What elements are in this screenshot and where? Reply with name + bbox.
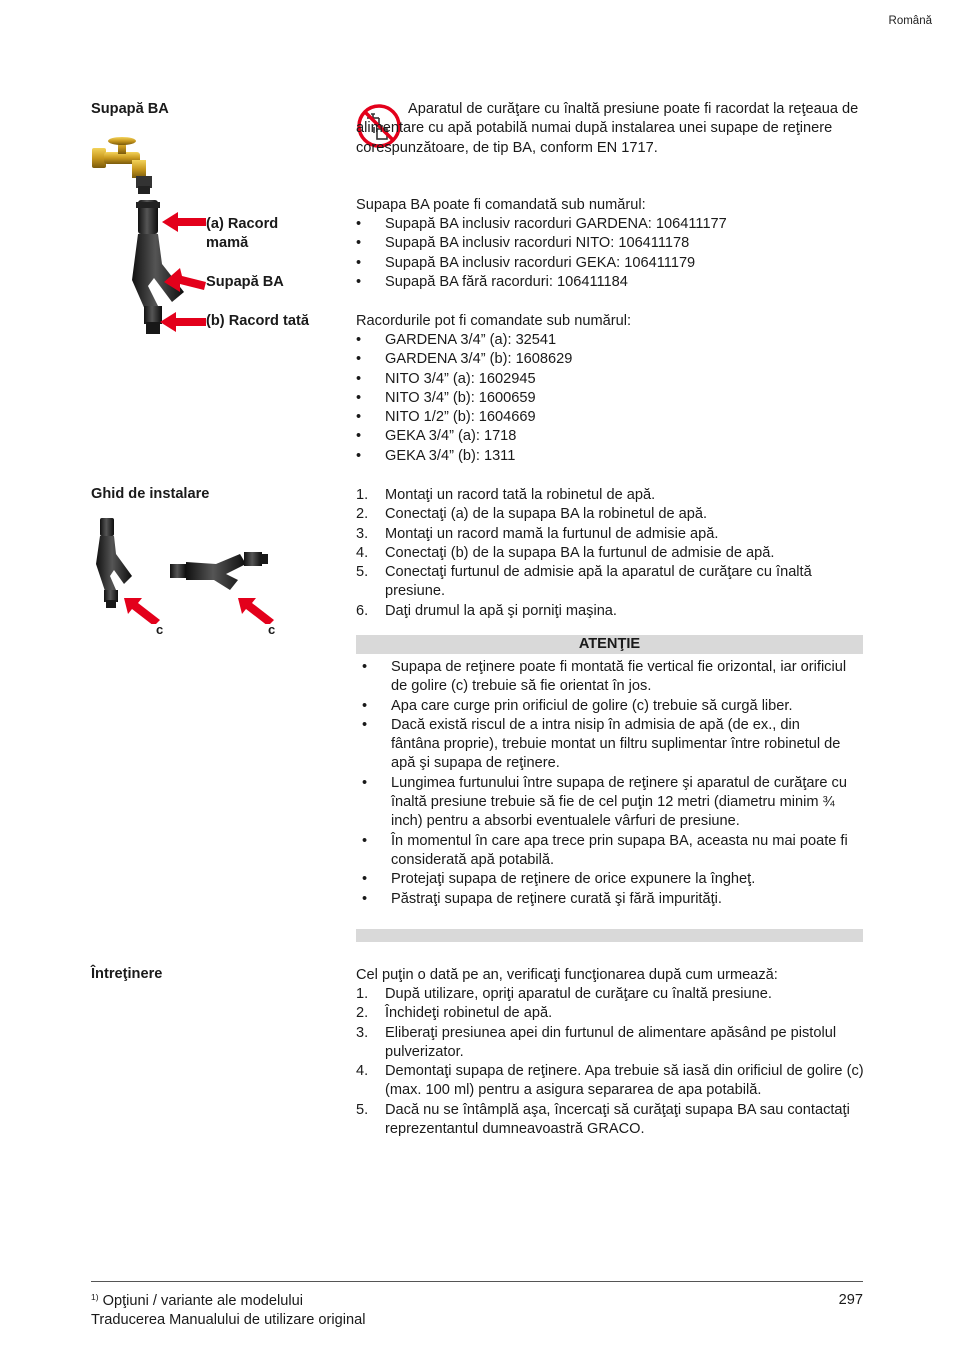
list-item: 6. Daţi drumul la apă şi porniţi maşina.: [356, 602, 617, 619]
label-female-fitting: (a) Racord mamă: [206, 216, 279, 251]
list-item: 3. Eliberaţi presiunea apei din furtunul de alimentare apăsând pe pistolul pulverizator.: [356, 1024, 837, 1060]
list-item: 5. Conectaţi furtunul de admisie apă la aparatul de curăţare cu înaltă presiune.: [356, 564, 812, 600]
label-drain-c-left: c: [156, 622, 164, 637]
maintenance-intro: Cel puţin o dată pe an, verificaţi funcţionarea după cum urmează:: [356, 967, 778, 983]
attention-list: [362, 658, 852, 909]
list-item: 5. Dacă nu se întâmplă aşa, încercaţi să curăţaţi supapa BA sau contactaţi reprezentantul dumneavoastră GRACO.: [356, 1101, 850, 1138]
list-item: • NITO 1/2” (b): 1604669: [356, 409, 536, 426]
list-item: • NITO 3/4” (a): 1602945: [356, 370, 536, 387]
maintenance-steps: [356, 985, 864, 1139]
list-item: 1. După utilizare, opriţi aparatul de curăţare cu înaltă presiune.: [356, 986, 772, 1002]
list-item: • GEKA 3/4” (b): 1311: [356, 447, 516, 464]
label-drain-c-right: c: [268, 622, 276, 637]
footer-translation: Traducerea Manualului de utilizare original: [91, 1312, 366, 1328]
language-label: Română: [888, 15, 932, 27]
list-item: • Protejaţi supapa de reţinere de orice expunere la îngheţ.: [362, 871, 756, 888]
list-item: • GARDENA 3/4” (a): 32541: [356, 332, 557, 348]
footer-note: [91, 1292, 303, 1309]
list-item: • Apa care curge prin orificiul de golire (c) trebuie să curgă liber.: [362, 697, 793, 714]
list-item: 2. Închideţi robinetul de apă.: [356, 1005, 553, 1022]
list-item: • NITO 3/4” (b): 1600659: [356, 389, 536, 406]
ba-valve-intro: Aparatul de curăţare cu înaltă presiune poate fi racordat la reţeaua de alimentare cu apă potabilă numai după instalarea unei supape de reţinere corespunzătoare, de tip BA, conform EN 1717.: [356, 101, 859, 156]
footer-divider: [91, 1281, 863, 1282]
list-item: • Supapă BA fără racorduri: 106411184: [356, 273, 628, 290]
list-item: 2. Conectaţi (a) de la supapa BA la robinetul de apă.: [356, 506, 708, 523]
footnote-text: Opţiuni / variante ale modelului: [102, 1293, 303, 1309]
list-item: • Supapă BA inclusiv racorduri GEKA: 106411179: [356, 254, 696, 271]
section-title-install: Ghid de instalare: [91, 486, 210, 502]
install-figure: [90, 514, 290, 624]
list-item: 4. Demontaţi supapa de reţinere. Apa trebuie să iasă din orificiul de golire (c) (max. 100 ml) pentru a asigura separarea de apa potabilă.: [356, 1063, 864, 1099]
label-male-fitting: (b) Racord tată: [206, 313, 309, 329]
ba-valve-horizontal-icon: [170, 552, 268, 590]
fittings-intro: Racordurile pot fi comandate sub numărul:: [356, 313, 631, 329]
page-number: 297: [838, 1292, 863, 1308]
order-intro: Supapa BA poate fi comandată sub numărul:: [356, 197, 646, 213]
list-item: 1. Montaţi un racord tată la robinetul de apă.: [356, 487, 656, 503]
list-item: • Lungimea furtunului între supapa de reţinere şi aparatul de curăţare cu înaltă presiune trebuie să fie de cel puţin 12 metri (diametru minim ¾ inch) pentru a absorbi eventualele vârfuri de presiune.: [362, 774, 847, 830]
list-item: • GARDENA 3/4” (b): 1608629: [356, 351, 573, 368]
list-item: • Supapă BA inclusiv racorduri NITO: 106411178: [356, 235, 690, 252]
ba-valve-vertical-icon: [96, 518, 132, 608]
red-arrow-icon: [124, 598, 274, 624]
list-item: 4. Conectaţi (b) de la supapa BA la furtunul de admisie de apă.: [356, 544, 775, 561]
attention-footer-bar: [356, 929, 863, 942]
list-item: • GEKA 3/4” (a): 1718: [356, 428, 517, 445]
section-title-ba-valve: Supapă BA: [91, 101, 169, 117]
label-ba-valve: Supapă BA: [206, 274, 284, 290]
list-item: 3. Montaţi un racord mamă la furtunul de admisie apă.: [356, 525, 719, 542]
install-steps: [356, 486, 864, 621]
list-item: • Dacă există riscul de a intra nisip în admisia de apă (de ex., din fântâna proprie), trebuie montat un filtru suplimentar între robinetul de apă şi supapa de reţinere.: [362, 716, 841, 772]
fittings-list: [356, 331, 864, 466]
list-item: • Supapă BA inclusiv racorduri GARDENA: 106411177: [356, 216, 727, 232]
section-title-maintenance: Întreţinere: [91, 966, 163, 982]
water-tap-icon: [92, 137, 152, 194]
footnote-marker: 1): [91, 1292, 99, 1302]
list-item: • Păstraţi supapa de reţinere curată şi fără impurităţi.: [362, 890, 722, 907]
order-list: [356, 215, 864, 292]
list-item: • În momentul în care apa trece prin supapa BA, aceasta nu mai poate fi considerată apă potabilă.: [362, 832, 848, 868]
attention-header: ATENŢIE: [356, 635, 863, 654]
list-item: • Supapa de reţinere poate fi montată fie vertical fie orizontal, iar orificiul de golire (c) trebuie să fie orientat în jos.: [362, 659, 847, 695]
